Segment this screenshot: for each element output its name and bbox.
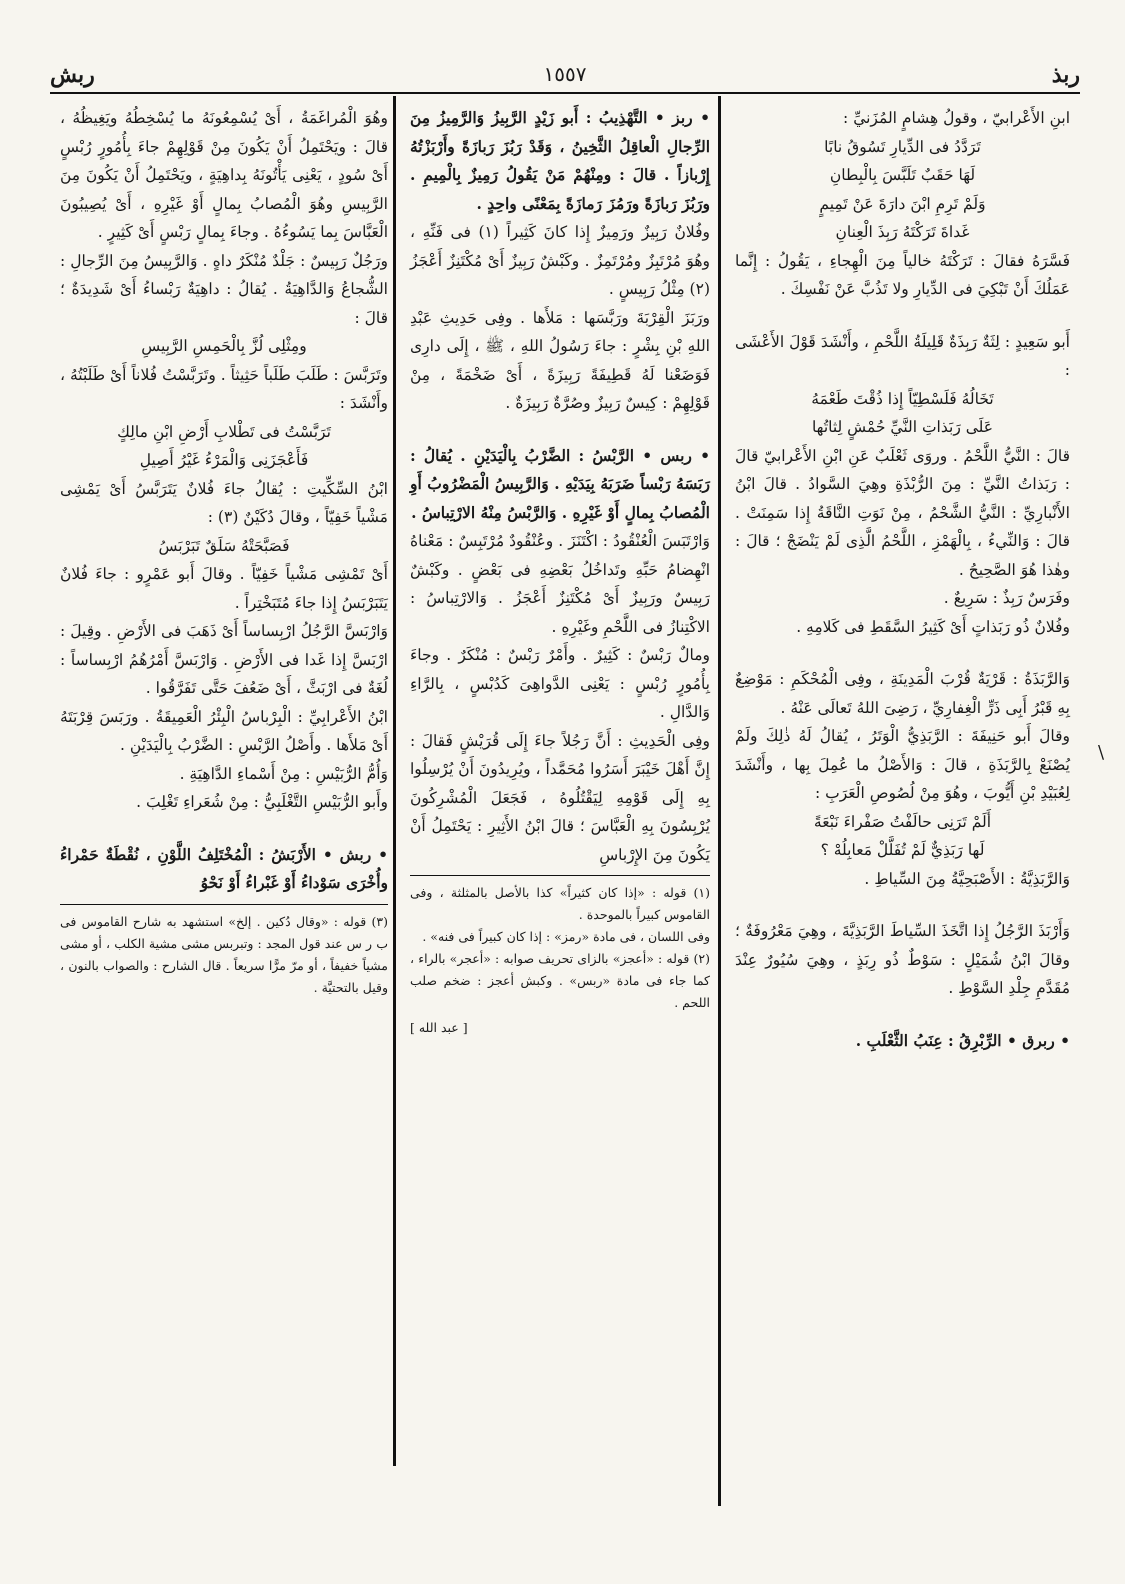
- verse-line: تَرَدَّدُ فى الدِّيارِ تَسُوقُ نابًا: [824, 137, 981, 156]
- header-guide-word-right: ربذ: [1051, 62, 1080, 88]
- header-guide-word-left: ربش: [50, 62, 95, 88]
- footnote: (٣) قوله : «وقال دُكين . إلخ» استشهد به شارح القاموس فى ب ر س عند قول المجد : وتبربس مشى مشية الكلب ، أو مشى مشياً خفيفاً ، أو مرّ مرًّا سريعاً . قال الشارح : والصواب بالنون ، وقيل بالتحتيَّة .: [60, 913, 388, 995]
- paragraph: وأَبو الرُّبَيْسِ التَّغْلَبِيُّ : مِنْ شُعَراءِ تَغْلِبَ .: [136, 793, 388, 811]
- paragraph: ابنِ الأَعْرابيّ ، وقولُ هِشامٍ المُزَنيِّ :: [843, 109, 1070, 127]
- paragraph: أَىْ تَمْشِى مَشْياً خَفِيّاً . وقالَ أَبو عَمْرٍو : جاءَ فُلانٌ يَتَبَرْبَسُ إِذا جاءَ مُتَبَخْتِراً .: [60, 565, 388, 612]
- paragraph: وفِى الْحَدِيثِ : أَنَّ رَجُلاً جاءَ إِلَى قُرَيْشٍ فَقالَ : إِنَّ أَهْلَ خَيْبَرَ أَسَرُوا مُحَمَّداً ، ويُرِيدُونَ أَنْ يُرْسِلُوا بِهِ إِلَى قَوْمِهِ لِيَقْتُلُوهُ ، فَجَعَلَ الْمُشْرِكُونَ يُرْبِسُونَ بِهِ الْعَبَّاسَ ؛ قالَ ابْنُ الأَثِيرِ : يَحْتَمِلُ أَنْ يَكُونَ مِنَ الإِرْباسِ: [410, 731, 710, 864]
- column-middle: [410, 104, 710, 1043]
- verse-line: تَخَالُهُ فَلَسْطِيّاً إِذا ذُقْتَ طَعْمَهُ: [811, 389, 994, 408]
- verse-line: تَرَبَّسْتُ فى تَطْلابِ أَرْضِ ابْنِ مالِكٍ: [117, 422, 331, 441]
- paragraph: وتَرَبَّسَ : طَلَبَ طَلَباً حَثِيثاً . وتَرَبَّسْتُ فُلاناً أَىْ طَلَبْتُهُ ، وأَنْشَدَ :: [60, 365, 388, 412]
- column-divider-left: [393, 96, 396, 1466]
- entry-rbsh: • ربش • الأَرْبَشُ : الْمُخْتَلِفُ اللَّوْنِ ، نُقْطَةٌ حَمْراءُ وأُخْرَى سَوْداءُ أَوْ غَبْراءُ أَوْ نَحْوُ: [60, 844, 388, 892]
- page-number: ١٥٥٧: [543, 62, 587, 86]
- footnote-rule: [60, 904, 388, 905]
- paragraph: فَسَّرَهُ فقالَ : تَرَكْتَهُ خالياً مِنَ الْهِجاءِ ، يَقُولُ : إِنَّما عَمَلُكَ أَنْ تَبْكِيَ فى الدِّيارِ ولا تَذُبَّ عَنْ نَفْسِكَ .: [735, 251, 1070, 298]
- footnote: (١) قوله : «إذا كان كثيراً» كذا بالأصل بالمثلثة ، وفى القاموس كبيراً بالموحدة .: [410, 885, 710, 922]
- verse-line: وَلَمْ تَرِمِ ابْنَ دارَةَ عَنْ تَمِيمٍ: [819, 194, 986, 213]
- entry-rbrq: • ربرق • الرِّبْرِقُ : عِنَبُ الثَّعْلَبِ .: [855, 1030, 1070, 1050]
- verse-line: فَصَبَّحَتْهُ سَلَقٌ تَبَرْبَسُ: [158, 536, 290, 555]
- paragraph: وَارْبَسَّ الرَّجُلُ ارْبِساساً أَىْ ذَهَبَ فى الأَرْضِ . وقِيلَ : ارْبَسَّ إِذا غَدا فى الأَرْضِ . وَارْبَسَّ أَمْرُهُمُ ارْبِساساً : لُغَةٌ فى ارْبَثَّ ، أَىْ ضَعُفَ حَتَّى تَفَرَّقُوا .: [60, 622, 388, 697]
- paragraph: ورَبَزَ الْقِرْبَةَ ورَبَّسَها : مَلأَها . وفِى حَدِيثِ عَبْدِ اللهِ بْنِ بِشْرٍ : جاءَ رَسُولُ اللهِ ، ﷺ ، إِلَى دارِى فَوَضَعْنا لَهُ قَطِيفَةً رَبِيزَةً ، أَىْ ضَخْمَةً ، مِنْ قَوْلِهِمْ : كِيسٌ رَبِيزٌ وصُرَّةٌ رَبِيزَةٌ .: [410, 308, 710, 412]
- verse-line: عَلَى رَبَذاتِ النَّيِّ حُمْشٍ لِثاتُها: [811, 418, 994, 436]
- paragraph: وفُلانٌ رَبِيزٌ ورَمِيزٌ إِذا كانَ كَثِيراً (١) فى فَنِّهِ ، وهُوَ مُرْتَبِزٌ ومُرْتَمِزٌ . وكَبْشٌ رَبِيزٌ أَىْ مُكْتَنِزٌ أَعْجَزُ (٢) مِثْلُ رَبِيسٍ .: [410, 223, 710, 298]
- paragraph: ابْنُ السِّكِّيتِ : يُقالُ جاءَ فُلانٌ يَتَرَبَّسُ أَىْ يَمْشِى مَشْياً خَفِيّاً ، وقالَ دُكَيْنٌ (٣) :: [60, 479, 388, 526]
- paragraph: ورَجُلٌ رَبِيسٌ : جَلْدٌ مُنْكَرٌ داهٍ . وَالرَّبِيسُ مِنَ الرِّجالِ : الشُّجاعُ وَالدَّاهِيَةُ . يُقالُ : داهِيَةٌ رَبْساءُ أَىْ شَدِيدَةٌ ؛ قالَ :: [60, 251, 388, 327]
- margin-mark: \: [1098, 742, 1105, 763]
- paragraph: وَالرَّبَذَةُ : قَرْيَةٌ قُرْبَ الْمَدِينَةِ ، وفِى الْمُحْكَمِ : مَوْضِعٌ بِهِ قَبْرُ أَبِى ذَرٍّ الْغِفارِيِّ ، رَضِىَ اللهُ تَعالَى عَنْهُ .: [735, 670, 1070, 717]
- verse-line: ومِثْلِى لُزَّ بِالْحَمِسِ الرَّبِيسِ: [141, 337, 307, 355]
- footnote-rule: [410, 875, 710, 876]
- column-left: [60, 104, 388, 999]
- paragraph: وقالَ أَبو حَنِيفَةَ : الرَّبَذِيُّ الْوَتَرُ ، يُقالُ لَهُ ذٰلِكَ ولَمْ يُصْنَعْ بِالرَّبَذَةِ ، قالَ : وَالأَصْلُ ما عُمِلَ بِها ، وأَنْشَدَ لِعُبَيْدِ بْنِ أَيُّوبَ ، وهُوَ مِنْ لُصُوصِ الْعَرَبِ :: [735, 727, 1070, 802]
- paragraph: وَارْتَبَسَ الْعُنْقُودُ : اكْتَنَزَ . وعُنْقُودٌ مُرْتَبِسٌ : مَعْناهُ انْهِضامُ حَبِّهِ وتَداخُلُ بَعْضِهِ فى بَعْضٍ . وكَبْشٌ رَبِيسٌ ورَبِيزٌ أَىْ مُكْتَنِزٌ أَعْجَزُ . وَالارْتِباسُ : الاكْتِنازُ فى اللَّحْمِ وغَيْرِهِ .: [410, 532, 710, 636]
- paragraph: وَالرَّبَذِيَّةُ : الأَصْبَحِيَّةُ مِنَ السِّياطِ .: [864, 869, 1070, 888]
- paragraph: ومالٌ رَبْسٌ : كَثِيرٌ . وأَمْرٌ رَبْسٌ : مُنْكَرٌ . وجاءَ بِأُمُورٍ رُبْسٍ : يَعْنِى الدَّواهِىَ كَدُبْسٍ ، بِالرَّاءِ وَالدَّالِ .: [410, 646, 710, 721]
- header-rule: [50, 92, 1080, 94]
- footnote: وفى اللسان ، فى مادة «رمز» : إذا كان كبيراً فى فنه» .: [422, 929, 710, 944]
- page-header: [50, 62, 1080, 102]
- editor-signature: [ عبد الله ]: [410, 1020, 468, 1035]
- verse-line: فَأَعْجَزَنِى وَالْمَرْءُ غَيْرُ أَصِيلِ: [139, 451, 309, 469]
- verse-line: لَها رَبَذِيٌّ لَمْ تُفَلَّلْ مَعابِلُهْ ؟: [820, 841, 985, 859]
- column-divider-right: [718, 96, 721, 1506]
- paragraph: وفَرَسٌ رَبِذٌ : سَرِيعٌ .: [943, 589, 1070, 607]
- paragraph: وهُوَ الْمُراغَمَةُ ، أَىْ يُسْمِعُونَهُ ما يُسْخِطُهُ ويَغِيظُهُ ، قالَ : ويَحْتَمِلُ أَنْ يَكُونَ مِنْ قَوْلِهِمْ جاءَ بِأُمُورٍ رُبْسٍ أَىْ سُودٍ ، يَعْنِى يَأْتُونَهُ بِداهِيَةٍ ، ويَحْتَمِلُ أَنْ يَكُونَ مِنَ الرَّبِيسِ وهُوَ الْمُصابُ بِمالٍ أَوْ غَيْرِهِ ، أَىْ يُصِيبُونَ الْعَبَّاسَ بِما يَسُوءُهُ . وجاءَ بِمالٍ رَبْسٍ أَىْ كَثِيرٍ .: [60, 109, 388, 241]
- paragraph: ابْنُ الأَعْرابِيِّ : الْبِرْباسُ الْبِئْرُ الْعَمِيقَةُ . ورَبَسَ قِرْبَتَهُ أَىْ مَلأَها . وأَصْلُ الرَّبْسِ : الضَّرْبُ بِالْيَدَيْنِ .: [60, 707, 388, 754]
- paragraph: وَأُمُّ الرُّبَيْسِ : مِنْ أَسْماءِ الدَّاهِيَةِ .: [179, 764, 388, 783]
- paragraph: أَبو سَعِيدٍ : لِثَةٌ رَبِذَةٌ قَلِيلَةُ اللَّحْمِ ، وأَنْشَدَ قَوْلَ الأَعْشَى :: [735, 332, 1070, 379]
- entry-rbs: • ربس • الرَّبْسُ : الضَّرْبُ بِالْيَدَيْنِ . يُقالُ : رَبَسَهُ رَبْساً ضَرَبَهُ بِيَدَيْهِ . وَالرَّبِيسُ الْمَضْرُوبُ أَوِ الْمُصابُ بِمالٍ أَوْ غَيْرِهِ . وَالرَّبْسُ مِنْهُ الارْتِباسُ .: [410, 445, 710, 522]
- paragraph: وَأَرْبَذَ الرَّجُلُ إِذا اتَّخَذَ السِّياطَ الرَّبَذِيَّةَ ، وهِيَ مَعْرُوفَةٌ ؛ وقالَ ابْنُ شُمَيْلٍ : سَوْطٌ ذُو رِبَذٍ ، وهِيَ سُيُورٌ عِنْدَ مُقَدَّمِ جِلْدِ السَّوْطِ .: [735, 922, 1070, 997]
- verse-line: أَلَمْ تَرَنِى حالَفْتُ صَفْراءَ نَبْعَةً: [813, 812, 992, 831]
- verse-line: لَهَا حَقَبٌ تَلَبَّسَ بِالْبِطانِ: [829, 166, 976, 184]
- paragraph: وفُلانٌ ذُو رَبَذاتٍ أَىْ كَثِيرُ السَّقَطِ فى كَلامِهِ .: [796, 617, 1070, 636]
- column-right: [735, 104, 1070, 1055]
- paragraph: قالَ : النَّيُّ اللَّحْمُ . وروَى ثَعْلَبٌ عَنِ ابْنِ الأَعْرابيّ قالَ : رَبَذاتُ النَّيِّ : مِنَ الرُّبْذَةِ وهِيَ السَّوادُ . قالَ ابْنُ الأَنْبارِيِّ : النَّيُّ الشَّحْمُ ، مِنْ نَوَتِ النَّاقَةُ إِذا سَمِنَتْ . قالَ : وَالنِّيءُ ، بِالْهَمْزِ ، اللَّحْمُ الَّذِى لَمْ يَنْضَجْ ؛ قالَ : وهٰذا هُوَ الصَّحِيحُ .: [735, 446, 1070, 579]
- entry-rbz: • ربز • التَّهْذِيبُ : أَبو زَيْدٍ الرَّبِيزُ وَالرَّمِيزُ مِنَ الرِّجالِ الْعاقِلُ الثَّخِينُ ، وَقَدْ رَبُزَ رَبازَةً وأَرْبَزْتُهُ إِرْبازاً . قالَ : ومِنْهُمْ مَنْ يَقُولُ رَمِيزٌ بِالْمِيمِ . ورَبُزَ رَبازَةً ورَمُزَ رَمازَةً بِمَعْنًى واحِدٍ .: [410, 108, 710, 213]
- verse-line: غَداةَ تَرَكْتَهُ رَبِذَ الْعِنانِ: [835, 223, 970, 241]
- footnote: (٢) قوله : «أعجز» بالزاى تحريف صوابه : «أعجر» بالراء ، كما جاء فى مادة «ربس» . وكبش أعجز : ضخم صلب اللحم .: [410, 951, 710, 1010]
